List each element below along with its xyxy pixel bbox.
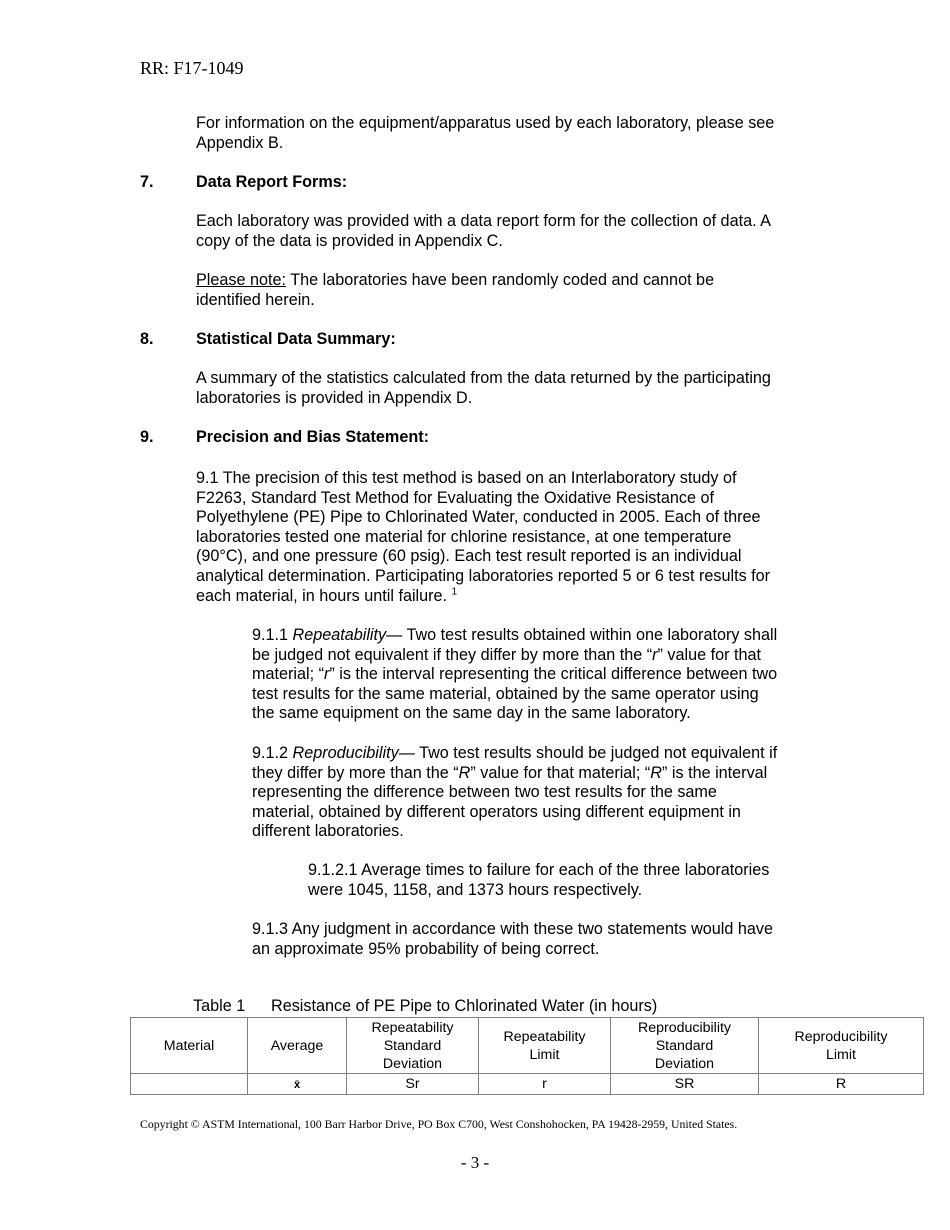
section-9-title: Precision and Bias Statement:	[196, 428, 429, 446]
header-line: Limit	[529, 1046, 560, 1063]
symbol-cell: Sr	[347, 1074, 479, 1095]
paragraph-line: analytical determination. Participating laboratories reported 5 or 6 test results for	[196, 566, 771, 585]
header-line: Repeatability	[371, 1019, 454, 1036]
section-8-number: 8.	[140, 330, 154, 348]
paragraph-line: (90°C), and one pressure (60 psig). Each test result reported is an individual	[196, 547, 742, 566]
paragraph-9-1-1	[252, 626, 777, 724]
header-line: Deviation	[382, 1055, 443, 1072]
paragraph-line: A summary of the statistics calculated from the data returned by the participating	[196, 369, 771, 387]
paragraph-text: ” is the interval representing the critical difference between two	[329, 665, 778, 684]
header-line: Reproducibility	[794, 1028, 888, 1045]
table-symbol-row	[131, 1074, 924, 1095]
clause-number: 9.1.2	[252, 744, 293, 762]
section-7-title: Data Report Forms:	[196, 173, 348, 191]
header-line: Standard	[383, 1037, 442, 1054]
paragraph-text: — Two test results obtained within one laboratory shall	[386, 626, 778, 644]
table-caption	[193, 997, 657, 1016]
header-reproducibility-sd	[611, 1018, 759, 1074]
header-material	[131, 1018, 248, 1074]
header-repeatability-limit	[479, 1018, 611, 1074]
paragraph-line: material, obtained by different operators using different equipment in	[252, 802, 741, 821]
clause-number: 9.1.1	[252, 626, 293, 644]
header-line: Deviation	[654, 1055, 715, 1072]
section-7-note	[196, 271, 714, 310]
table-number: Table 1	[193, 997, 246, 1015]
paragraph-9-1-2-1	[308, 861, 769, 900]
section-8-paragraph	[196, 369, 771, 408]
symbol-cell	[131, 1074, 248, 1095]
paragraph-line: 9.1.2.1 Average times to failure for each of the three laboratories	[308, 861, 770, 879]
paragraph-line: the same equipment on the same day in the same laboratory.	[252, 704, 691, 723]
precision-table	[130, 1017, 924, 1095]
paragraph-line: laboratories tested one material for chlorine resistance, at one temperature	[196, 527, 732, 546]
paragraph-9-1-2	[252, 744, 777, 842]
table-header-row	[131, 1018, 924, 1074]
header-reproducibility-limit	[759, 1018, 924, 1074]
paragraph-line: 9.1.3 Any judgment in accordance with these two statements would have	[252, 920, 774, 938]
term-reproducibility: Reproducibility	[292, 744, 399, 762]
intro-line: For information on the equipment/apparatus used by each laboratory, please see	[196, 114, 775, 132]
report-id: RR: F17-1049	[140, 58, 244, 78]
paragraph-text: ” value for that material; “	[470, 763, 651, 782]
paragraph-line: copy of the data is provided in Appendix C.	[196, 231, 503, 250]
intro-line: Appendix B.	[196, 133, 284, 152]
paragraph-line: were 1045, 1158, and 1373 hours respectively.	[308, 880, 643, 899]
x-bar-symbol: x̄	[293, 1078, 301, 1091]
header-line: Repeatability	[503, 1028, 586, 1045]
note-text: identified herein.	[196, 290, 315, 309]
paragraph-9-1-3	[252, 920, 773, 959]
header-repeatability-sd	[347, 1018, 479, 1074]
header-line: Limit	[826, 1046, 856, 1063]
intro-paragraph	[196, 114, 774, 153]
symbol-r: r	[323, 665, 330, 684]
symbol-R: R	[650, 763, 662, 782]
paragraph-line: F2263, Standard Test Method for Evaluating the Oxidative Resistance of	[196, 488, 714, 507]
header-average	[248, 1018, 347, 1074]
paragraph-text: — Two test results should be judged not equivalent if	[398, 744, 778, 762]
paragraph-line: Polyethylene (PE) Pipe to Chlorinated Water, conducted in 2005. Each of three	[196, 508, 761, 527]
section-7-number: 7.	[140, 173, 154, 191]
paragraph-line: laboratories is provided in Appendix D.	[196, 388, 473, 407]
page-number: - 3 -	[460, 1153, 490, 1172]
section-7-paragraph	[196, 212, 771, 251]
paragraph-text: material; “	[252, 665, 324, 684]
term-repeatability: Repeatability	[292, 626, 387, 644]
paragraph-line: 9.1 The precision of this test method is based on an Interlaboratory study of	[196, 469, 737, 487]
table-title: Resistance of PE Pipe to Chlorinated Water (in hours)	[271, 997, 658, 1015]
paragraph-line: different laboratories.	[252, 822, 404, 841]
header-line: Material	[163, 1037, 215, 1054]
paragraph-text: be judged not equivalent if they differ by more than the “	[252, 645, 653, 664]
section-9-number: 9.	[140, 428, 154, 446]
symbol-cell-average	[248, 1074, 347, 1095]
paragraph-9-1	[196, 469, 770, 606]
paragraph-line: representing the difference between two test results for the same	[252, 783, 717, 802]
paragraph-line: Each laboratory was provided with a data report form for the collection of data. A	[196, 212, 771, 230]
note-label: Please note:	[196, 271, 286, 289]
paragraph-text: ” is the interval	[662, 763, 768, 782]
symbol-R: R	[458, 763, 471, 782]
header-line: Standard	[655, 1037, 714, 1054]
paragraph-text: they differ by more than the “	[252, 763, 459, 782]
copyright-notice: Copyright © ASTM International, 100 Barr Harbor Drive, PO Box C700, West Conshohocken, PA 19428-2959, United States.	[140, 1117, 738, 1131]
header-line: Reproducibility	[637, 1019, 732, 1036]
paragraph-line: an approximate 95% probability of being correct.	[252, 939, 600, 958]
note-text: The laboratories have been randomly coded and cannot be	[286, 271, 715, 289]
footnote-marker: 1	[451, 586, 458, 598]
paragraph-line: test results for the same material, obtained by the same operator using	[252, 684, 759, 703]
symbol-cell: r	[479, 1074, 611, 1095]
symbol-cell: SR	[611, 1074, 759, 1095]
symbol-cell: R	[759, 1074, 924, 1095]
paragraph-text: ” value for that	[657, 645, 762, 664]
header-line: Average	[270, 1037, 324, 1054]
section-8-title: Statistical Data Summary:	[196, 330, 396, 348]
paragraph-line: each material, in hours until failure.	[196, 586, 452, 605]
symbol-r: r	[652, 645, 658, 664]
